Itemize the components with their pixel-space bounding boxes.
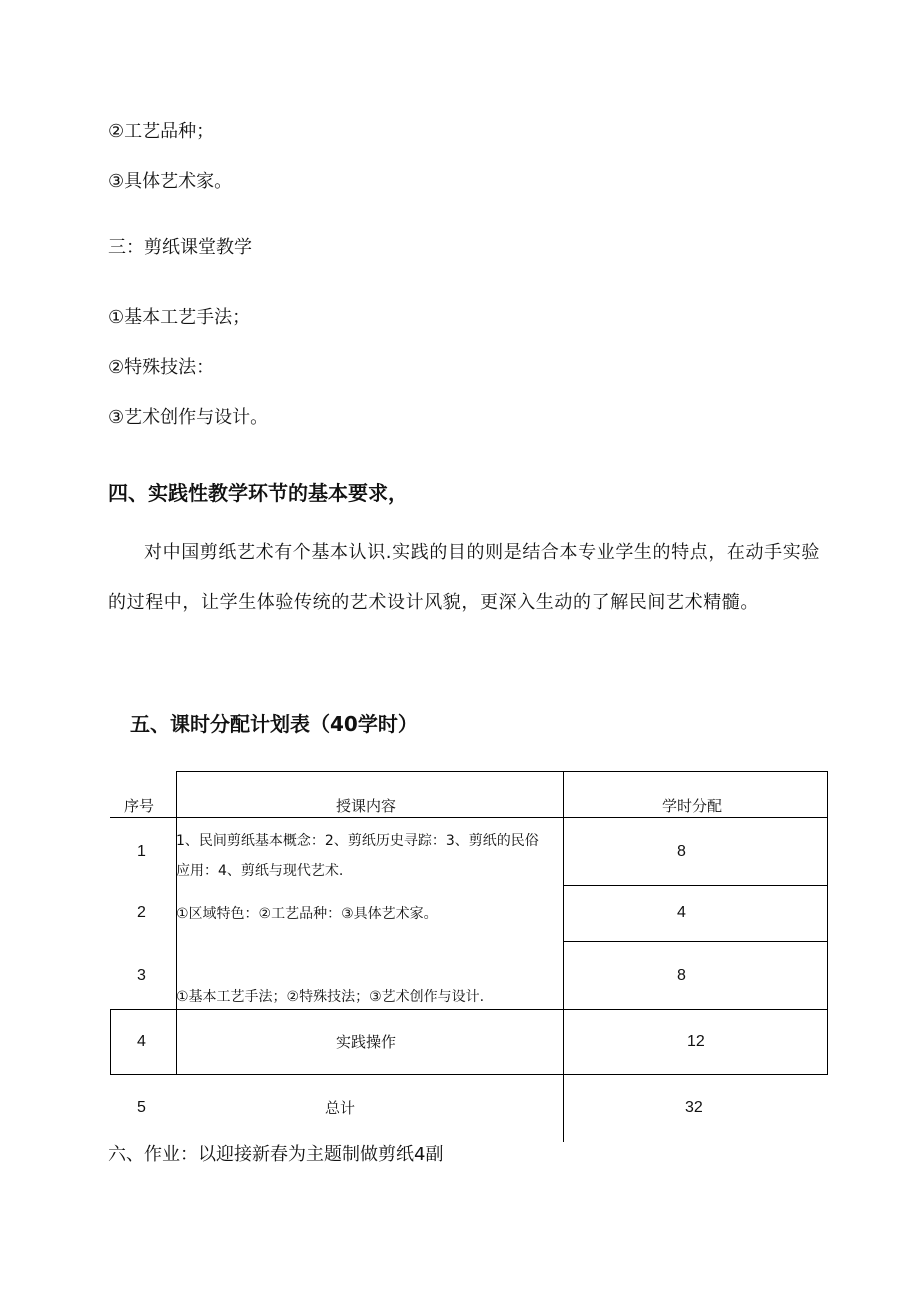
list-item-creation-design: ③艺术创作与设计。	[108, 407, 269, 428]
list-item-basic-techniques: ①基本工艺手法；	[108, 307, 251, 328]
header-content: 授课内容	[336, 797, 397, 815]
row-4-hours: 12	[687, 1033, 705, 1050]
section-3-title: 三：剪纸课堂教学	[108, 237, 252, 258]
section-5-title: 五、课时分配计划表（40学时）	[130, 712, 418, 736]
row-2-content: ①区域特色：②工艺品种：③具体艺术家。	[176, 906, 438, 922]
table-line	[110, 1009, 828, 1010]
row-5-content: 总计	[325, 1099, 356, 1117]
row-5-number: 5	[137, 1099, 146, 1116]
row-2-hours: 4	[677, 904, 686, 921]
section-4-paragraph	[108, 528, 826, 628]
table-line	[110, 1074, 828, 1075]
list-item-special-techniques: ②特殊技法：	[108, 357, 215, 378]
table-line	[176, 771, 828, 772]
row-1-hours: 8	[677, 843, 686, 860]
section-4-title: 四、实践性教学环节的基本要求，	[108, 481, 408, 505]
row-1-number: 1	[137, 843, 146, 860]
row-3-content: ①基本工艺手法；②特殊技法；③艺术创作与设计.	[176, 989, 485, 1005]
table-line	[110, 817, 828, 818]
row-2-number: 2	[137, 904, 146, 921]
table-line	[563, 885, 828, 886]
row-1-content: 1、民间剪纸基本概念：2、剪纸历史寻踪：3、剪纸的民俗应用：4、剪纸与现代艺术.	[176, 833, 539, 879]
section-4-paragraph-text: 对中国剪纸艺术有个基本认识.实践的目的则是结合本专业学生的特点，在动手实验的过程中，让学生体验传统的艺术设计风貌，更深入生动的了解民间艺术精髓。	[108, 542, 820, 613]
table-line	[563, 771, 564, 1142]
header-number: 序号	[124, 797, 155, 815]
row-4-number: 4	[137, 1033, 146, 1050]
row-5-hours: 32	[685, 1099, 703, 1116]
table-line	[827, 771, 828, 1074]
section-6-assignment: 六、作业：以迎接新春为主题制做剪纸4副	[108, 1144, 444, 1165]
list-item-craft-varieties: ②工艺品种；	[108, 121, 215, 142]
list-item-specific-artists: ③具体艺术家。	[108, 171, 233, 192]
header-hours: 学时分配	[662, 797, 723, 815]
row-3-number: 3	[137, 967, 146, 984]
table-line	[110, 1009, 111, 1074]
table-line	[563, 941, 828, 942]
row-4-content: 实践操作	[336, 1033, 397, 1051]
row-3-hours: 8	[677, 967, 686, 984]
